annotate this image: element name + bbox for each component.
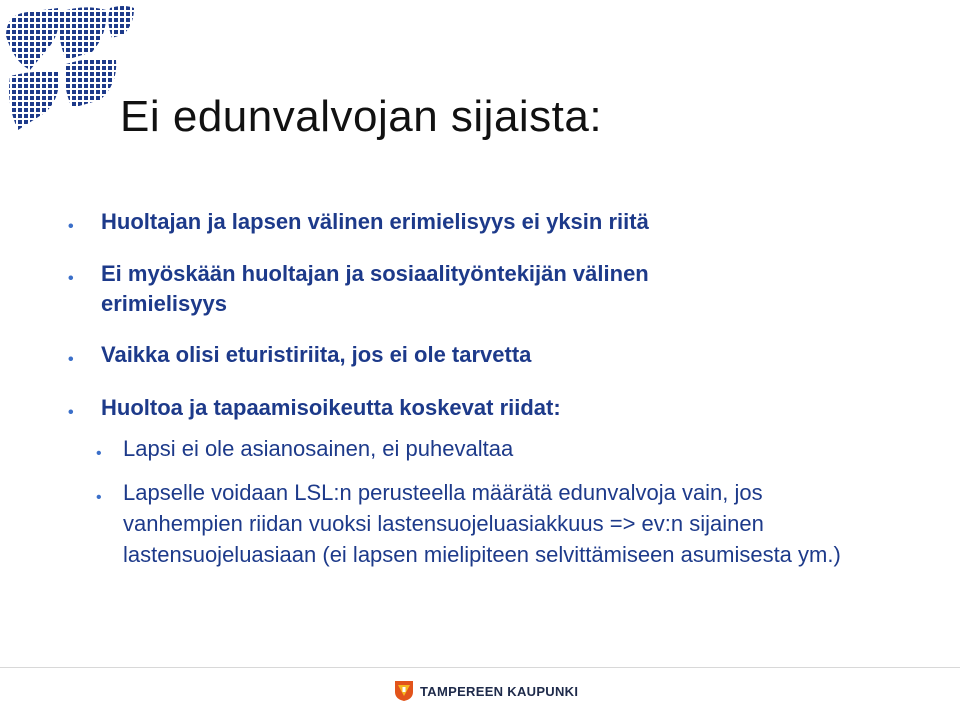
footer-logo-text: TAMPEREEN KAUPUNKI xyxy=(420,683,579,699)
bullet-dot-icon: • xyxy=(96,489,102,506)
sub-bullet-item xyxy=(96,433,886,464)
bullet-item xyxy=(68,259,768,319)
sub-bullet-item xyxy=(96,477,856,570)
decorative-pattern-icon xyxy=(0,0,140,140)
bullet-item xyxy=(68,207,888,237)
bullet-text: Lapsi ei ole asianosainen, ei puhevaltaa xyxy=(123,436,514,461)
footer-logo xyxy=(394,680,578,702)
bullet-dot-icon: • xyxy=(68,351,74,368)
bullet-text: Huoltajan ja lapsen välinen erimielisyys ei yksin riitä xyxy=(101,209,649,234)
bullet-dot-icon: • xyxy=(68,218,74,235)
bullet-text: Ei myöskään huoltajan ja sosiaalityöntekijän välinen erimielisyys xyxy=(101,261,649,316)
bullet-item xyxy=(68,340,888,370)
bullet-dot-icon: • xyxy=(68,404,74,421)
bullet-dot-icon: • xyxy=(96,445,102,462)
bullet-text: Huoltoa ja tapaamisoikeutta koskevat riidat: xyxy=(101,395,561,420)
footer-divider xyxy=(0,667,960,668)
bullet-dot-icon: • xyxy=(68,270,74,287)
tampere-crest-icon xyxy=(394,680,414,702)
bullet-item xyxy=(68,393,888,423)
slide-title: Ei edunvalvojan sijaista: xyxy=(120,92,603,141)
bullet-text: Lapselle voidaan LSL:n perusteella määrätä edunvalvoja vain, jos vanhempien riidan vuoksi lastensuojeluasiakkuus => ev:n sijainen lastensuojeluasiaan (ei lapsen mielipiteen selvittämiseen asumisesta ym.) xyxy=(123,480,841,567)
bullet-text: Vaikka olisi eturistiriita, jos ei ole tarvetta xyxy=(101,342,532,367)
